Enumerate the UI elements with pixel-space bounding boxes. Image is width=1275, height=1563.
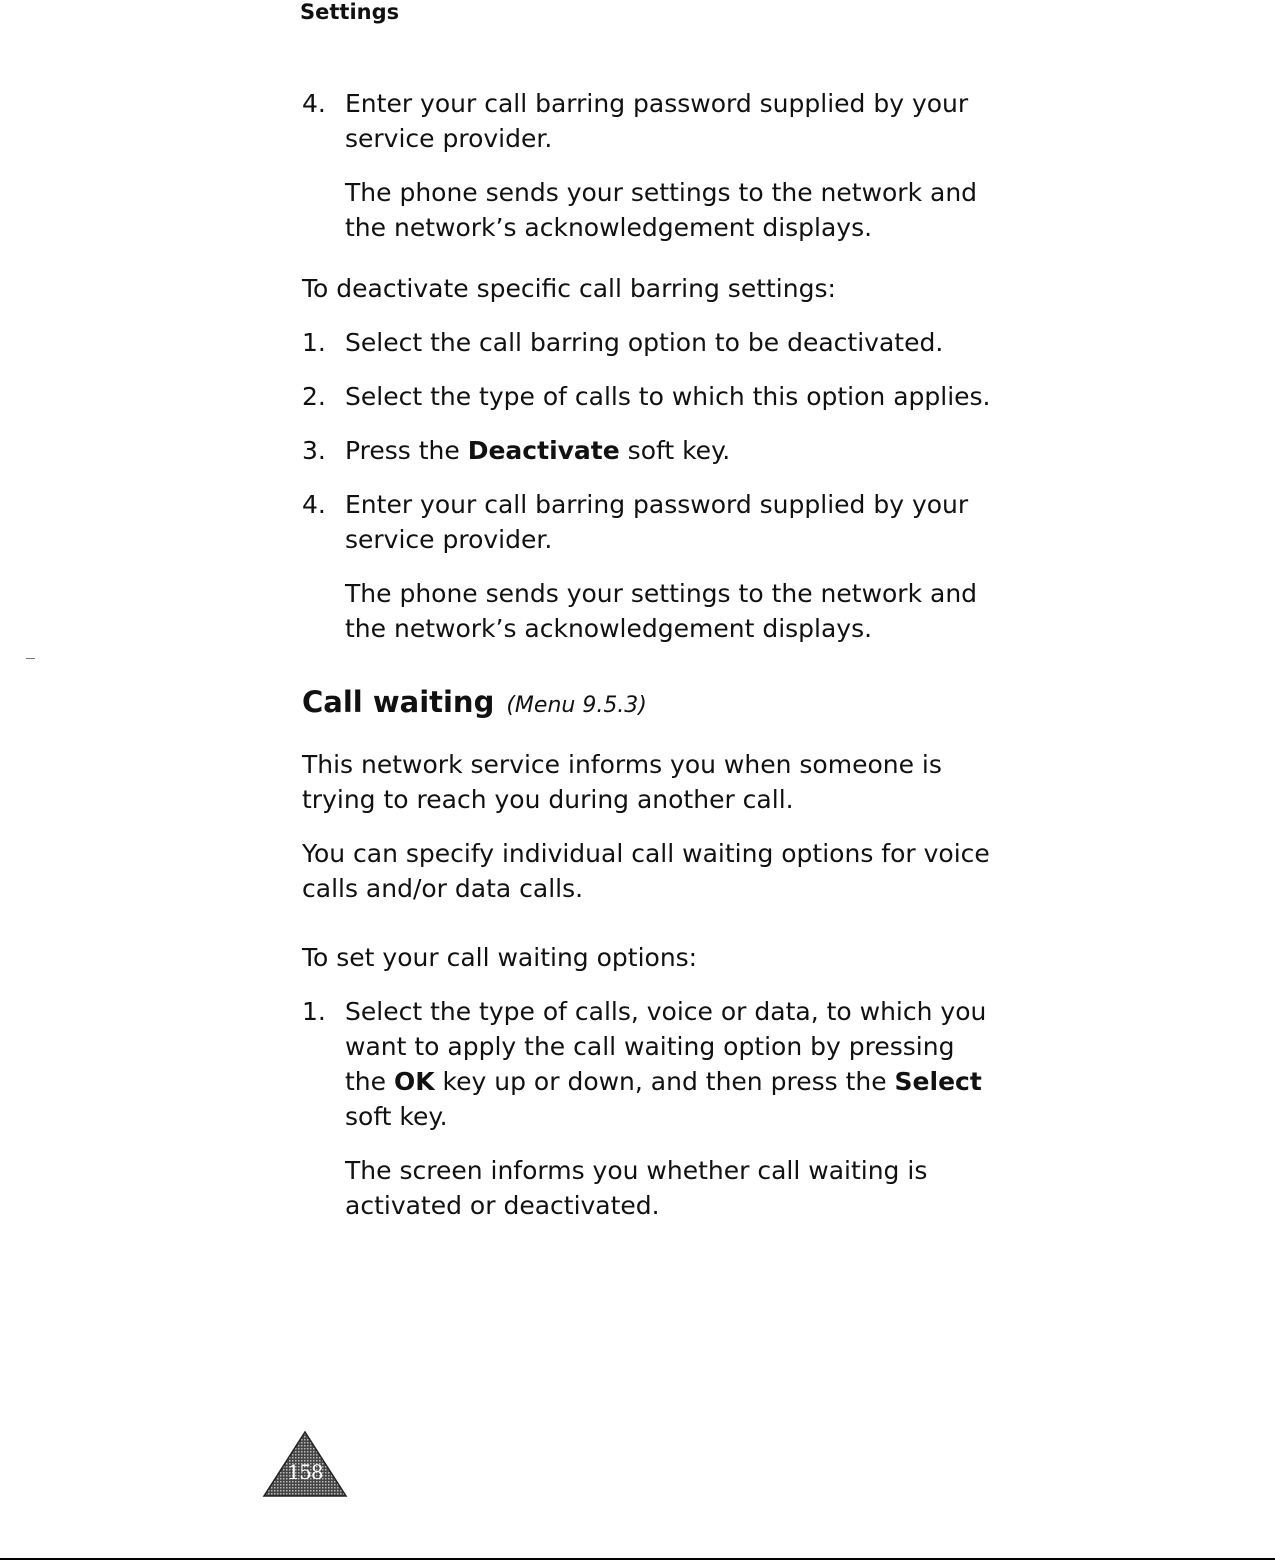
section-heading [302, 682, 1002, 726]
margin-mark [26, 658, 35, 659]
call-waiting-intro: To set your call waiting options: [302, 943, 698, 972]
step-number: 4. [302, 89, 326, 118]
step-number: 2. [302, 382, 326, 411]
step-number: 1. [302, 328, 326, 357]
bottom-rule [0, 1558, 1275, 1560]
section-title: Call waiting [302, 685, 495, 719]
deactivate-step-4 [302, 487, 1002, 557]
page-number: 158 [287, 1460, 323, 1484]
step-text-b: key up or down, and then press the [434, 1067, 895, 1096]
call-waiting-options-description: You can specify individual call waiting options for voice calls and/or data calls. [302, 839, 990, 903]
select-key-label: Select [894, 1067, 982, 1096]
call-waiting-description: This network service informs you when someone is trying to reach you during another call. [302, 750, 942, 814]
step-text: Enter your call barring password supplied by your service provider. [345, 89, 969, 153]
step-note: The phone sends your settings to the network and the network’s acknowledgement displays. [345, 579, 978, 643]
menu-reference: (Menu 9.5.3) [506, 693, 647, 718]
step-text: Select the call barring option to be deactivated. [345, 328, 944, 357]
step-text-before: Press the [345, 436, 468, 465]
ok-key-label: OK [393, 1067, 435, 1096]
activation-step-4 [302, 86, 1002, 156]
step-number: 1. [302, 997, 326, 1026]
step-number: 3. [302, 436, 326, 465]
step-text: Select the type of calls to which this option applies. [345, 382, 991, 411]
step-note: The screen informs you whether call waiting is activated or deactivated. [345, 1156, 928, 1220]
step-note: The phone sends your settings to the network and the network’s acknowledgement displays. [345, 178, 978, 242]
step-text-c: soft key. [345, 1102, 448, 1131]
deactivate-step-1 [302, 325, 1002, 360]
deactivate-step-2 [302, 379, 1002, 414]
deactivate-step-3 [302, 433, 1002, 468]
step-text-a: Select the type of calls, voice or data, to which you want to apply the call waiting option by pressing the [345, 997, 987, 1096]
running-head: Settings [300, 0, 400, 24]
step-text: Enter your call barring password supplied by your service provider. [345, 490, 969, 554]
deactivate-key-label: Deactivate [467, 436, 620, 465]
page-body [302, 86, 1002, 1223]
page-number-badge [262, 1430, 348, 1498]
call-waiting-step-1 [302, 994, 1002, 1134]
step-text-after: soft key. [619, 436, 731, 465]
deactivate-intro: To deactivate specific call barring settings: [302, 274, 836, 303]
step-number: 4. [302, 490, 326, 519]
